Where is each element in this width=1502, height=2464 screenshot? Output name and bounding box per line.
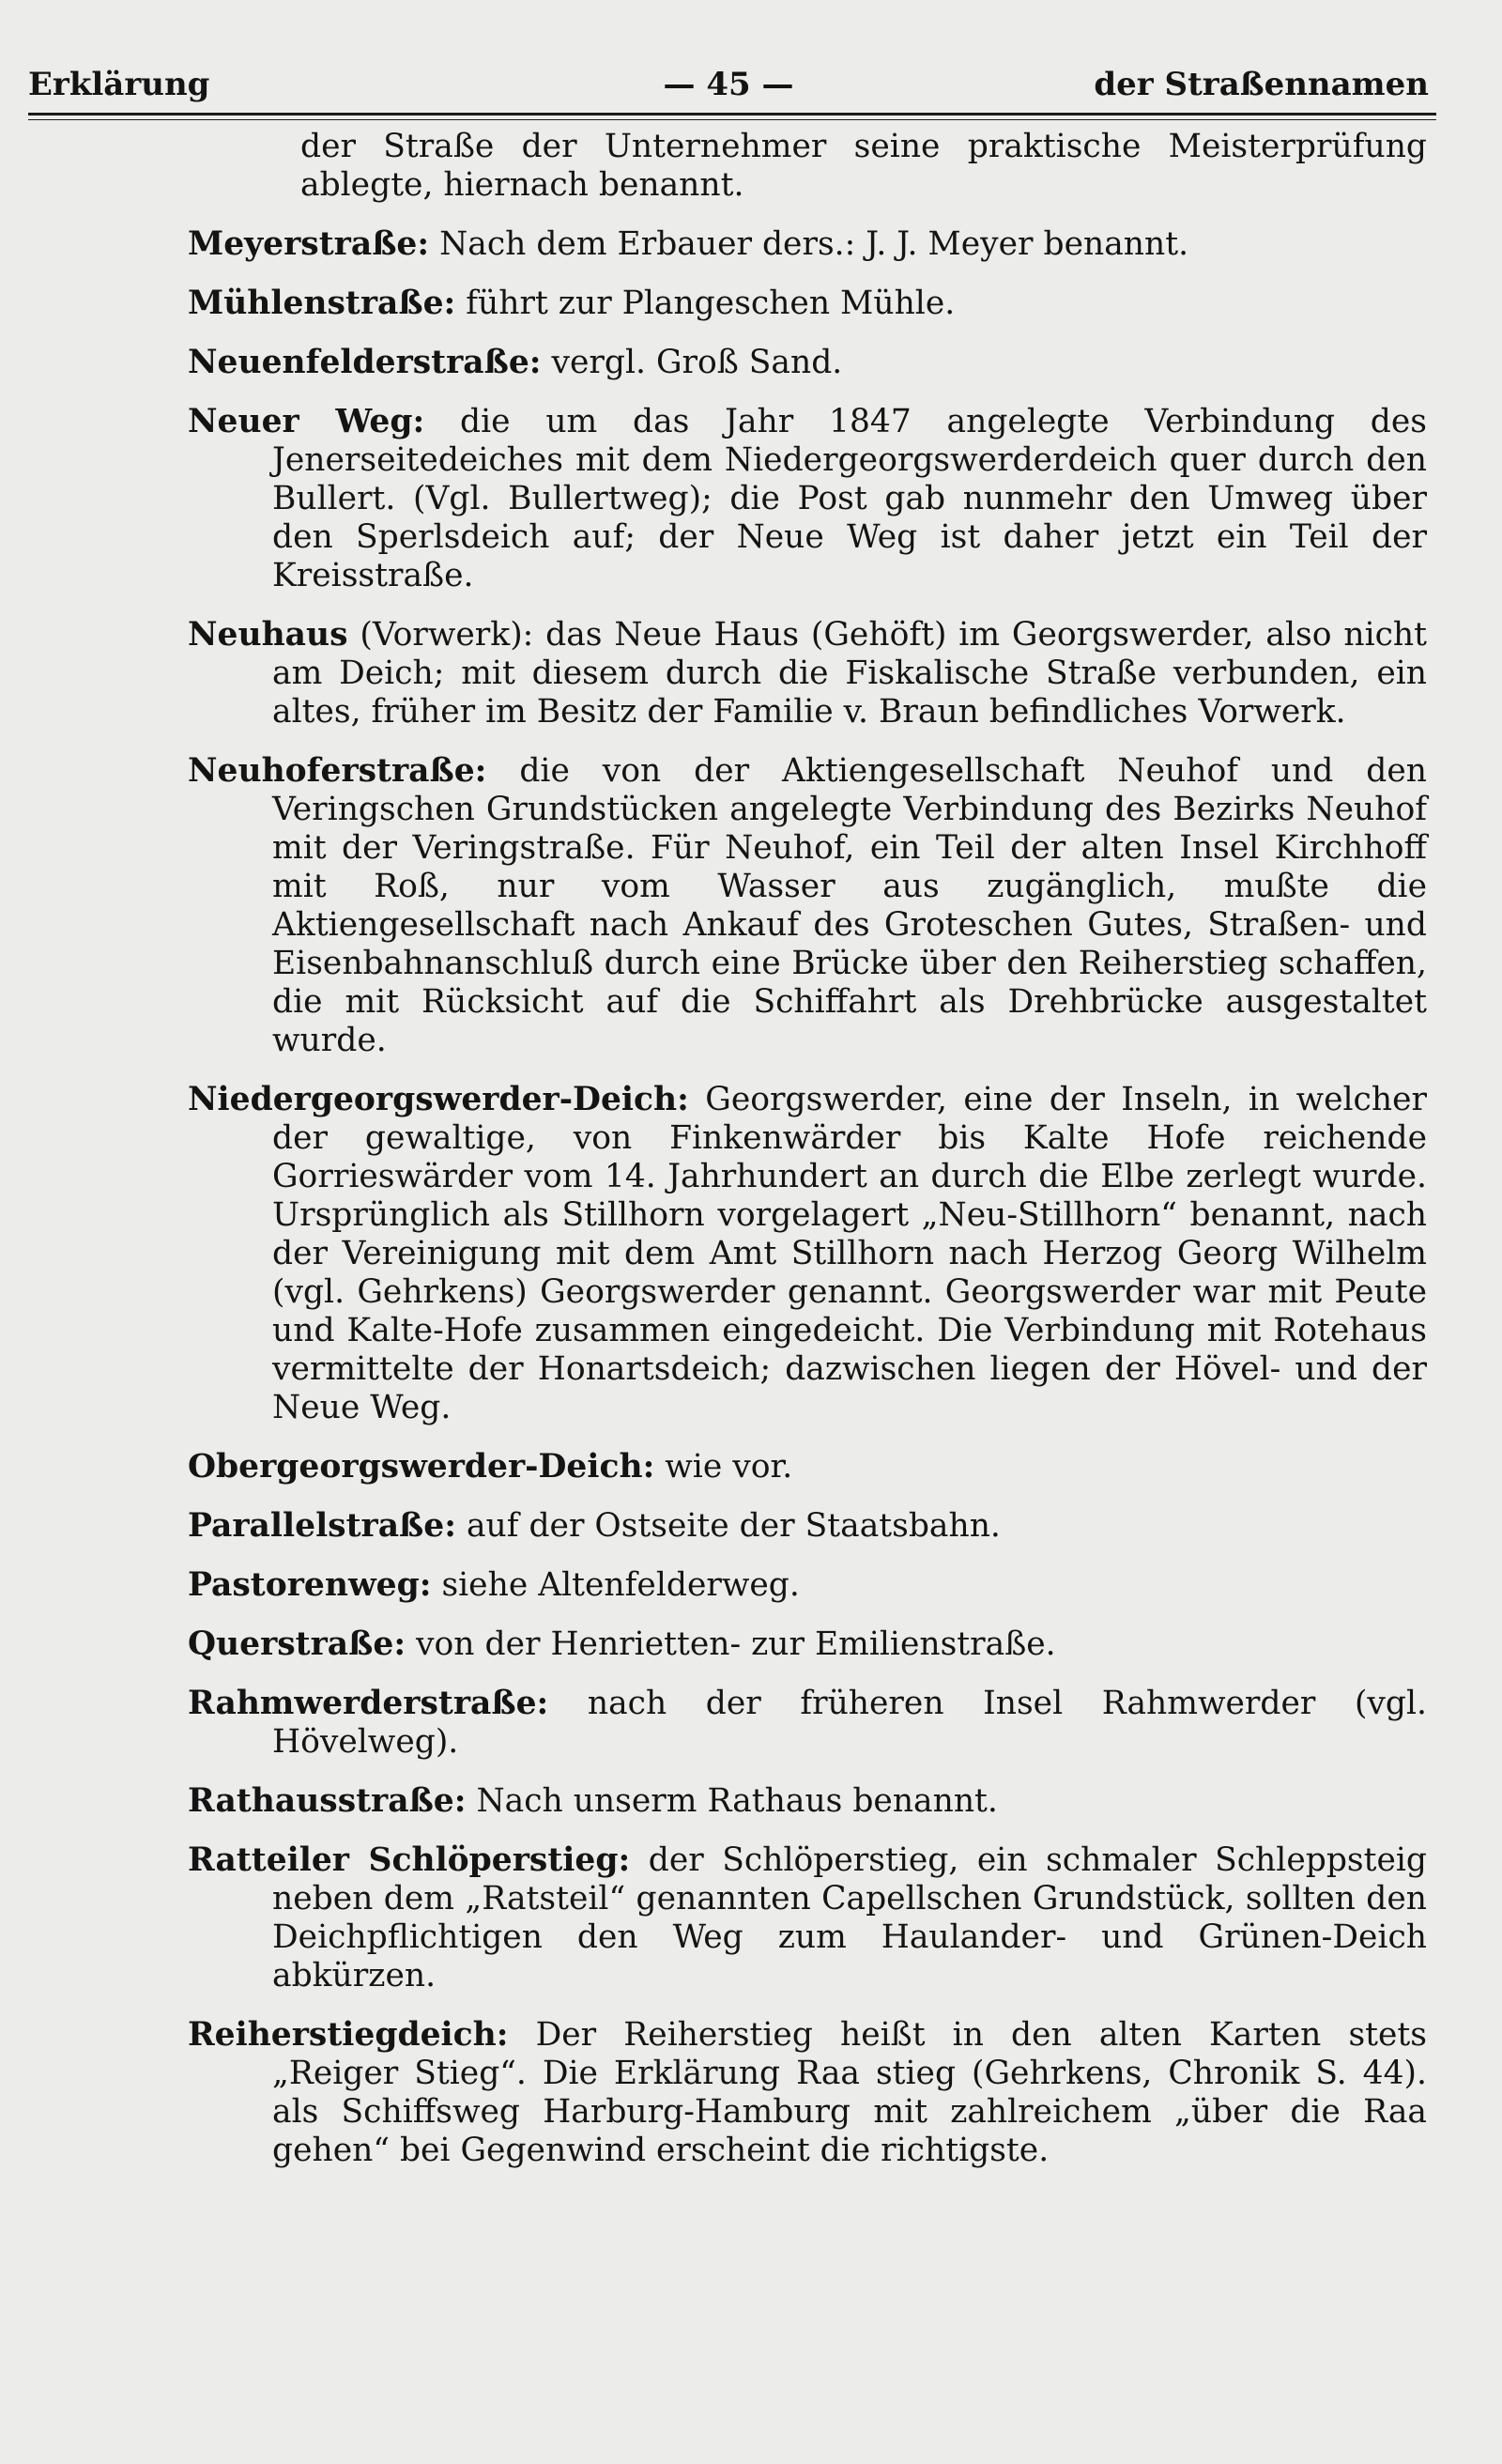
entry-text: die um das Jahr 1847 angelegte Verbindung des Jenerseitedeiches mit dem Niedergeorgswerderdeich quer durch den Bullert. (Vgl. Bullertweg); die Post gab nunmehr den Umweg über den Sperlsdeich auf; der Neue Weg ist daher jetzt ein Teil der Kreisstraße.: [272, 403, 1428, 594]
entry-text: Der Reiherstieg heißt in den alten Karten stets „Reiger Stieg“. Die Erklärung Raa stieg (Gehrkens, Chronik S. 44). als Schiffsweg Harburg-Hamburg mit zahlreichem „über die Raa gehen“ bei Gegenwind erscheint die richtigste.: [272, 2016, 1427, 2169]
document-body: [28, 128, 1436, 2170]
entry-term: Neuhaus: [188, 616, 348, 654]
entry-term: Meyerstraße:: [188, 225, 430, 263]
entry-term: Mühlenstraße:: [188, 285, 456, 322]
entry-querstrasse: [188, 1625, 1427, 1664]
header-left: Erklärung: [28, 66, 210, 103]
entry-text: siehe Altenfelderweg.: [441, 1566, 800, 1604]
page-number: — 45 —: [663, 66, 794, 103]
entry-neuhaus: [188, 616, 1427, 732]
page-header: [28, 66, 1436, 103]
entry-niedergeorgswerder-deich: [188, 1081, 1427, 1427]
header-right: der Straßennamen: [1094, 66, 1429, 103]
entry-text: die von der Aktiengesellschaft Neuhof und den Veringschen Grundstücken angelegte Verbindung des Bezirks Neuhof mit der Veringstraße. Für Neuhof, ein Teil der alten Insel Kirchhoff mit Roß, nur vom Wasser aus zugänglich, mußte die Aktiengesellschaft nach Ankauf des Groteschen Gutes, Straßen- und Eisenbahnanschluß durch eine Brücke über den Reiherstieg schaffen, die mit Rücksicht auf die Schiffahrt als Drehbrücke ausgestaltet wurde.: [272, 752, 1428, 1059]
entry-neuhoferstrasse: [188, 752, 1427, 1060]
entry-term: Parallelstraße:: [188, 1507, 456, 1545]
entry-rathausstrasse: [188, 1782, 1427, 1821]
entry-text: wie vor.: [665, 1448, 793, 1486]
entry-term: Obergeorgswerder-Deich:: [188, 1448, 655, 1486]
entry-obergeorgswerder-deich: [188, 1448, 1427, 1486]
entry-term: Pastorenweg:: [188, 1566, 432, 1604]
entry-text: von der Henrietten- zur Emilienstraße.: [416, 1625, 1056, 1663]
entry-term: Rathausstraße:: [188, 1782, 467, 1820]
header-rule: [28, 113, 1436, 120]
entry-term: Rahmwerderstraße:: [188, 1685, 549, 1722]
entry-term: Neuer Weg:: [188, 403, 425, 440]
entry-pastorenweg: [188, 1566, 1427, 1605]
entry-neuenfelderstrasse: [188, 344, 1427, 382]
entry-term: Reiherstiegdeich:: [188, 2016, 509, 2054]
entry-neuer-weg: [188, 403, 1427, 595]
entry-text: auf der Ostseite der Staatsbahn.: [466, 1507, 1001, 1545]
entry-muehlenstrasse: [188, 285, 1427, 323]
entry-text: vergl. Groß Sand.: [551, 344, 843, 381]
entry-term: Neuhoferstraße:: [188, 752, 487, 790]
entry-text: führt zur Plangeschen Mühle.: [466, 285, 956, 322]
entry-reiherstiegdeich: [188, 2016, 1427, 2170]
entry-text: (Vorwerk): das Neue Haus (Gehöft) im Georgswerder, also nicht am Deich; mit diesem durch die Fiskalische Straße verbunden, ein altes, früher im Besitz der Familie v. Braun befindliches Vorwerk.: [272, 616, 1428, 731]
entry-meyerstrasse: [188, 225, 1427, 264]
entry-text: der Schlöperstieg, ein schmaler Schleppsteig neben dem „Ratsteil“ genannten Capellschen Grundstück, sollten den Deichpflichtigen den Weg zum Haulander- und Grünen-Deich abkürzen.: [272, 1841, 1428, 1994]
entry-text: nach der früheren Insel Rahmwerder (vgl. Hövelweg).: [272, 1685, 1427, 1761]
entry-text: Nach dem Erbauer ders.: J. J. Meyer benannt.: [439, 225, 1189, 263]
entry-rahmwerderstrasse: [188, 1685, 1427, 1762]
entry-term: Neuenfelderstraße:: [188, 344, 542, 381]
entry-term: Niedergeorgswerder-Deich:: [188, 1081, 689, 1118]
continuation-paragraph: der Straße der Unternehmer seine praktische Meisterprüfung ablegte, hiernach benannt.: [300, 128, 1427, 204]
entry-ratteiler-schloeperstieg: [188, 1841, 1427, 1995]
entry-term: Querstraße:: [188, 1625, 406, 1663]
entry-text: Georgswerder, eine der Inseln, in welcher der gewaltige, von Finkenwärder bis Kalte Hofe reichende Gorrieswärder vom 14. Jahrhundert an durch die Elbe zerlegt wurde. Ursprünglich als Stillhorn vorgelagert „Neu-Stillhorn“ benannt, nach der Vereinigung mit dem Amt Stillhorn nach Herzog Georg Wilhelm (vgl. Gehrkens) Georgswerder genannt. Georgswerder war mit Peute und Kalte-Hofe zusammen eingedeicht. Die Verbindung mit Rotehaus vermittelte der Honartsdeich; dazwischen liegen der Hövel- und der Neue Weg.: [272, 1081, 1427, 1426]
entry-term: Ratteiler Schlöperstieg:: [188, 1841, 631, 1879]
entry-parallelstrasse: [188, 1507, 1427, 1546]
entry-text: Nach unserm Rathaus benannt.: [476, 1782, 998, 1820]
